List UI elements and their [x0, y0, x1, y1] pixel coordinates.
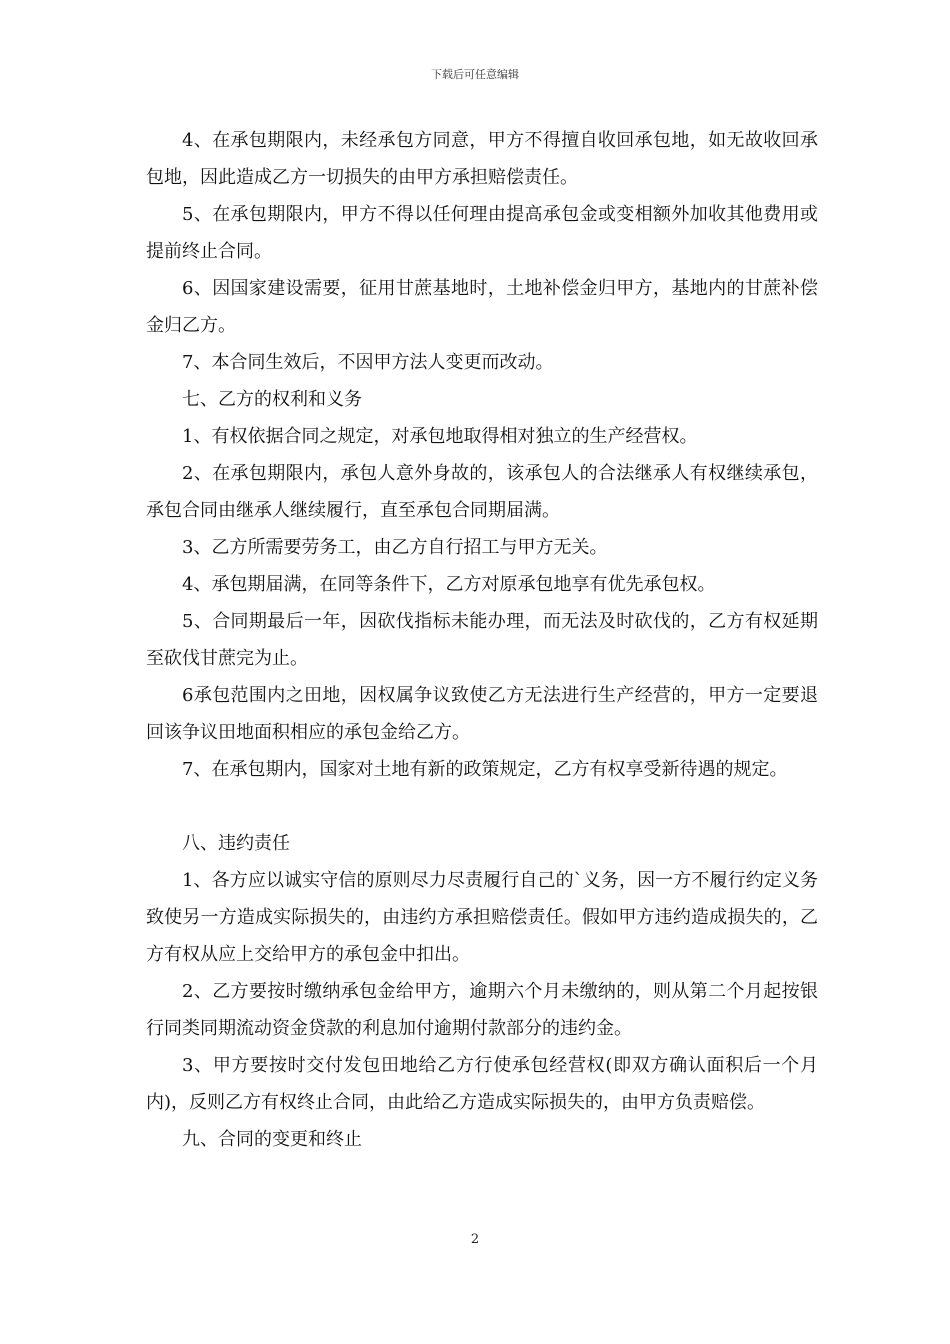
- clause-paragraph: 6承包范围内之田地，因权属争议致使乙方无法进行生产经营的，甲方一定要退回该争议田地面积相应的承包金给乙方。: [146, 685, 818, 743]
- clause-paragraph: 3、乙方所需要劳务工，由乙方自行招工与甲方无关。: [182, 537, 608, 558]
- clause-paragraph: 1、有权依据合同之规定，对承包地取得相对独立的生产经营权。: [182, 426, 698, 447]
- clause-paragraph: 1、各方应以诚实守信的原则尽力尽责履行自己的`义务，因一方不履行约定义务致使另一方造成实际损失的，由违约方承担赔偿责任。假如甲方违约造成损失的，乙方有权从应上交给甲方的承包金中扣出。: [146, 870, 818, 965]
- clause-paragraph: 5、合同期最后一年，因砍伐指标未能办理，而无法及时砍伐的，乙方有权延期至砍伐甘蔗完为止。: [146, 611, 818, 669]
- clause-paragraph: 7、本合同生效后，不因甲方法人变更而改动。: [182, 352, 554, 373]
- clause-paragraph: 4、承包期届满，在同等条件下，乙方对原承包地享有优先承包权。: [182, 574, 716, 595]
- clause-paragraph: 4、在承包期限内，未经承包方同意，甲方不得擅自收回承包地，如无故收回承包地，因此造成乙方一切损失的由甲方承担赔偿责任。: [146, 130, 818, 188]
- section-heading: 九、合同的变更和终止: [182, 1129, 362, 1150]
- page-header: 下载后可任意编辑: [431, 68, 519, 81]
- section-heading: 七、乙方的权利和义务: [182, 389, 362, 410]
- clause-paragraph: 2、乙方要按时缴纳承包金给甲方，逾期六个月未缴纳的，则从第二个月起按银行同类同期流动资金贷款的利息加付逾期付款部分的违约金。: [146, 981, 818, 1039]
- clause-paragraph: 2、在承包期限内，承包人意外身故的，该承包人的合法继承人有权继续承包，承包合同由继承人继续履行，直至承包合同期届满。: [146, 463, 818, 521]
- clause-paragraph: 5、在承包期限内，甲方不得以任何理由提高承包金或变相额外加收其他费用或提前终止合同。: [146, 204, 818, 262]
- clause-paragraph: 7、在承包期内，国家对土地有新的政策规定，乙方有权享受新待遇的规定。: [182, 759, 788, 780]
- document-body: [146, 122, 818, 1158]
- section-heading: 八、违约责任: [182, 833, 290, 854]
- clause-paragraph: 3、甲方要按时交付发包田地给乙方行使承包经营权(即双方确认面积后一个月内)，反则乙方有权终止合同，由此给乙方造成实际损失的，由甲方负责赔偿。: [146, 1055, 818, 1113]
- clause-paragraph: 6、因国家建设需要，征用甘蔗基地时，土地补偿金归甲方，基地内的甘蔗补偿金归乙方。: [146, 278, 818, 336]
- page-number: 2: [470, 1232, 480, 1247]
